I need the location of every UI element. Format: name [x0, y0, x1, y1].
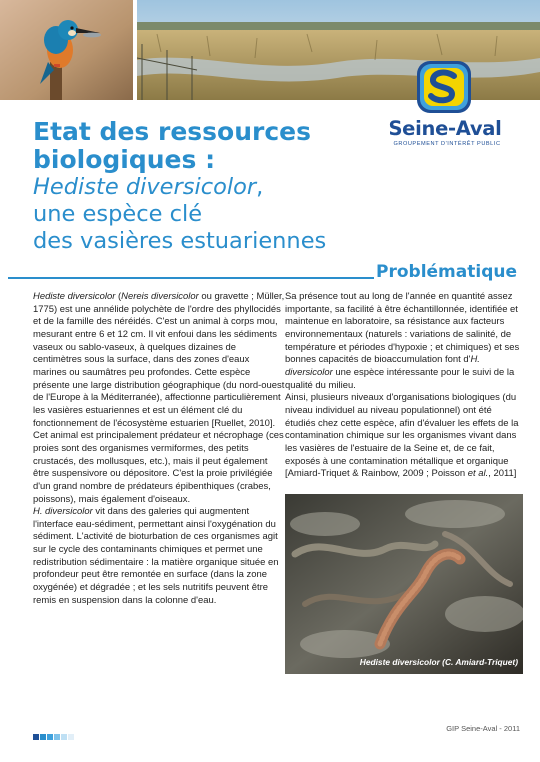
title-line-4: une espèce clé — [33, 201, 203, 227]
photo-caption: Hediste diversicolor (C. Amiard-Triquet) — [359, 657, 518, 667]
title-line-1: Etat des ressources — [33, 117, 311, 146]
footer-square — [54, 734, 60, 740]
footer-square — [40, 734, 46, 740]
title-line-2: biologiques : — [33, 145, 216, 174]
footer-square — [47, 734, 53, 740]
body-column-left — [33, 291, 285, 607]
paragraph: Ainsi, plusieurs niveaux d'organisations biologiques (du niveau individuel au niveau populationnel) ont été étudiés chez cette espèce, afin d'évaluer les effets de la contamination chimique sur les organismes vivant dans les vasières de l'estuaire de la Seine et, de ce fait, exposés à une contamination métallique et organique [Amiard-Triquet & Rainbow, 2009 ; Poisson et al., 2011] — [285, 392, 519, 480]
paragraph: Cet animal est principalement prédateur et nécrophage (ces proies sont des organismes vermiformes, des petits crustacés, des mollusques, etc.), mais il peut également être suspensivore ou dépositore. C'est la proie privilégiée d'un grand nombre de prédateurs épibenthiques (crabes, poissons), mais également d'oiseaux. — [33, 430, 284, 505]
paragraph: H. diversicolor vit dans des galeries qui augmentent l'interface eau-sédiment, permettant ainsi l'oxygénation du sédiment. L'activité de bioturbation de ces organismes agit sur le cycle des contaminants chimiques et permet une redistribution sédimentaire : la matière organique située en profondeur peut être remontée en surface (dans la zone oxygénée) et dégradée ; et les sels nutritifs peuvent être remis en suspension dans la colonne d'eau. — [33, 506, 279, 606]
title-comma: , — [256, 174, 264, 200]
section-rule — [8, 277, 374, 279]
body-column-right — [285, 291, 523, 481]
kingfisher-photo — [0, 0, 133, 100]
seine-aval-logo-icon — [416, 60, 472, 114]
footer-squares — [33, 727, 75, 745]
paragraph: Sa présence tout au long de l'année en quantité assez importante, sa facilité à être échantillonnée, identifiée et maintenue en laboratoire, sa résistance aux facteurs environnementaux (naturels : variations de salinité, de température et périodes d'hypoxie ; et chimiques) et ses bonnes capacités de bioaccumulation font d'H. diversicolor une espèce intéressante pour le suivi de la qualité du milieu. — [285, 291, 520, 391]
page-title — [33, 118, 393, 255]
footer-text: GIP Seine-Aval - 2011 — [446, 724, 520, 733]
logo-tagline: GROUPEMENT D'INTÉRÊT PUBLIC — [393, 141, 501, 147]
footer-square — [61, 734, 67, 740]
worm-photo — [285, 494, 523, 674]
logo-name: Seine-Aval — [388, 117, 502, 140]
footer-square — [68, 734, 74, 740]
estuary-marsh-photo — [137, 0, 540, 100]
footer-square — [33, 734, 39, 740]
section-heading: Problématique — [376, 262, 517, 282]
title-line-5: des vasières estuariennes — [33, 228, 327, 254]
paragraph: Hediste diversicolor (Nereis diversicolor ou gravette ; Müller, 1775) est une annélide polychète de l'ordre des phyllocidés et de la famille des néréidés. C'est un animal à corps mou, mesurant entre 6 et 12 cm. Il vit enfoui dans les sédiments vaseux ou sablo-vaseux, à quelques dizaines de centimètres sous la surface, dans des zones d'eaux marines ou saumâtres peu profondes. Cette espèce présente une large distribution géographique (du nord-ouest de l'Europe à la Méditerranée), affectionne particulièrement les vasières estuariennes et est un élément clé du fonctionnement de l'écosystème estuarien [Ruellet, 2010]. — [33, 291, 285, 429]
title-species: Hediste diversicolor — [33, 174, 257, 200]
